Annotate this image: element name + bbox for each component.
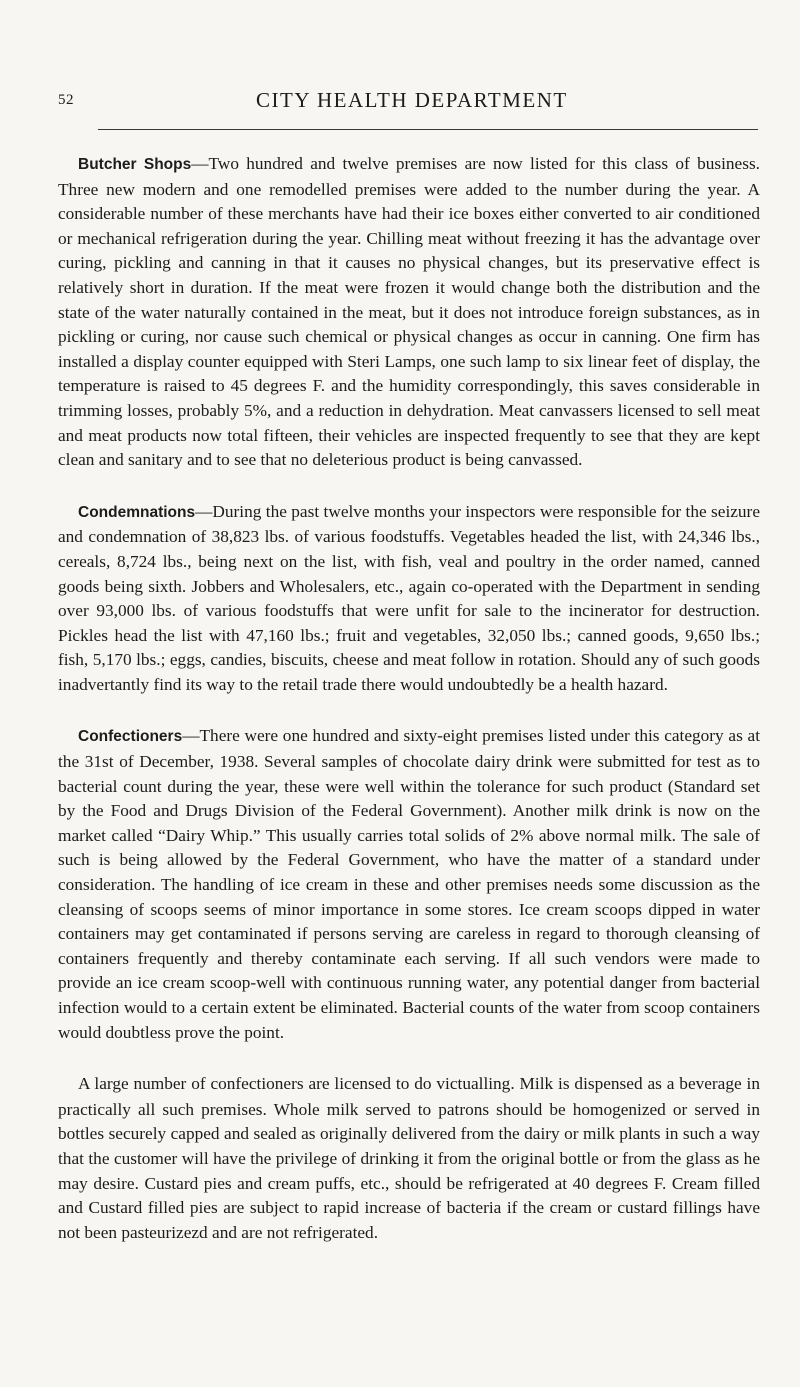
paragraph-condemnations [58, 500, 760, 698]
paragraph-heading: Condemnations [78, 503, 196, 521]
header-rule [98, 129, 758, 130]
paragraph-butcher-shops [58, 152, 760, 473]
page-header [58, 88, 758, 118]
page-number: 52 [58, 92, 74, 108]
paragraph-text: —During the past twelve months your inspectors were responsible for the seizure and condemnation of 38,823 lbs. of various foodstuffs. Vegetables headed the list, with 24,346 lbs., cereals, 8,724 lbs., being next on the list, with fish, veal and poultry in the order named, canned goods being sixth. Jobbers and Wholesalers, etc., again co-operated with the Department in sending over 93,000 lbs. of various foodstuffs that were unfit for sale to the incinerator for destruction. Pickles head the list with 47,160 lbs.; fruit and vegetables, 32,050 lbs.; canned goods, 9,650 lbs.; fish, 5,170 lbs.; eggs, candies, biscuits, cheese and meat follow in rotation. Should any of such goods inadvertantly find its way to the retail trade there would undoubtedly be a health hazard. [58, 501, 760, 694]
paragraph-heading: Butcher Shops [78, 156, 192, 173]
paragraph-text: —There were one hundred and sixty-eight premises listed under this category as at the 31st of December, 1938. Several samples of chocolate dairy drink were submitted for test as to bacterial count during the year, these were well within the tolerance for such product (Standard set by the Food and Drugs Division of the Federal Government). Another milk drink is now on the market called “Dairy Whip.” This usually carries total solids of 2% above normal milk. The sale of such is being allowed by the Federal Government, who have the matter of a standard under consideration. The handling of ice cream in these and other premises needs some discussion as the cleansing of scoops seems of minor importance in some stores. Ice cream scoops dipped in water containers may get contaminated if persons serving are careless in regard to thorough cleansing of containers frequently and thereby contaminate each serving. If all such vendors were made to provide an ice cream scoop-well with continuous running water, any potential danger from bacterial infection would to a certain extent be eliminated. Bacterial counts of the water from scoop containers would doubtless prove the point. [58, 726, 760, 1042]
body-text [58, 152, 760, 1245]
paragraph-text: A large number of confectioners are licensed to do victualling. Milk is dispensed as a beverage in practically all such premises. Whole milk served to patrons should be homogenized or served in bottles securely capped and sealed as originally delivered from the dairy or milk plants in such a way that the customer will have the privilege of drinking it from the original bottle or from the glass as he may desire. Custard pies and cream puffs, etc., should be refrigerated at 40 degrees F. Cream filled and Custard filled pies are subject to rapid increase of bacteria if the cream or custard fillings have not been pasteurizezd and are not refrigerated. [58, 1074, 760, 1242]
paragraph-heading: Confectioners [78, 728, 183, 746]
paragraph-victualling [58, 1072, 760, 1245]
running-title: CITY HEALTH DEPARTMENT [256, 88, 568, 112]
paragraph-text: —Two hundred and twelve premises are now listed for this class of business. Three new modern and one remodelled premises were added to the number during the year. A considerable number of these merchants have had their ice boxes either converted to air conditioned or mechanical refrigeration during the year. Chilling meat without freezing it has the advantage over curing, pickling and canning in that it causes no physical changes, but its preservative effect is relatively short in duration. If the meat were frozen it would change both the distribution and the state of the water naturally contained in the meat, but it does not introduce foreign substances, as in pickling or curing, nor cause such chemical or physical changes as occur in canning. One firm has installed a display counter equipped with Steri Lamps, one such lamp to six linear feet of display, the temperature is raised to 45 degrees F. and the humidity correspondingly, this saves considerable in trimming losses, probably 5%, and a reduction in dehydration. Meat canvassers licensed to sell meat and meat products now total fifteen, their vehicles are inspected frequently to see that they are kept clean and sanitary and to see that no deleterious product is being canvassed. [58, 154, 760, 470]
paragraph-confectioners [58, 724, 760, 1045]
